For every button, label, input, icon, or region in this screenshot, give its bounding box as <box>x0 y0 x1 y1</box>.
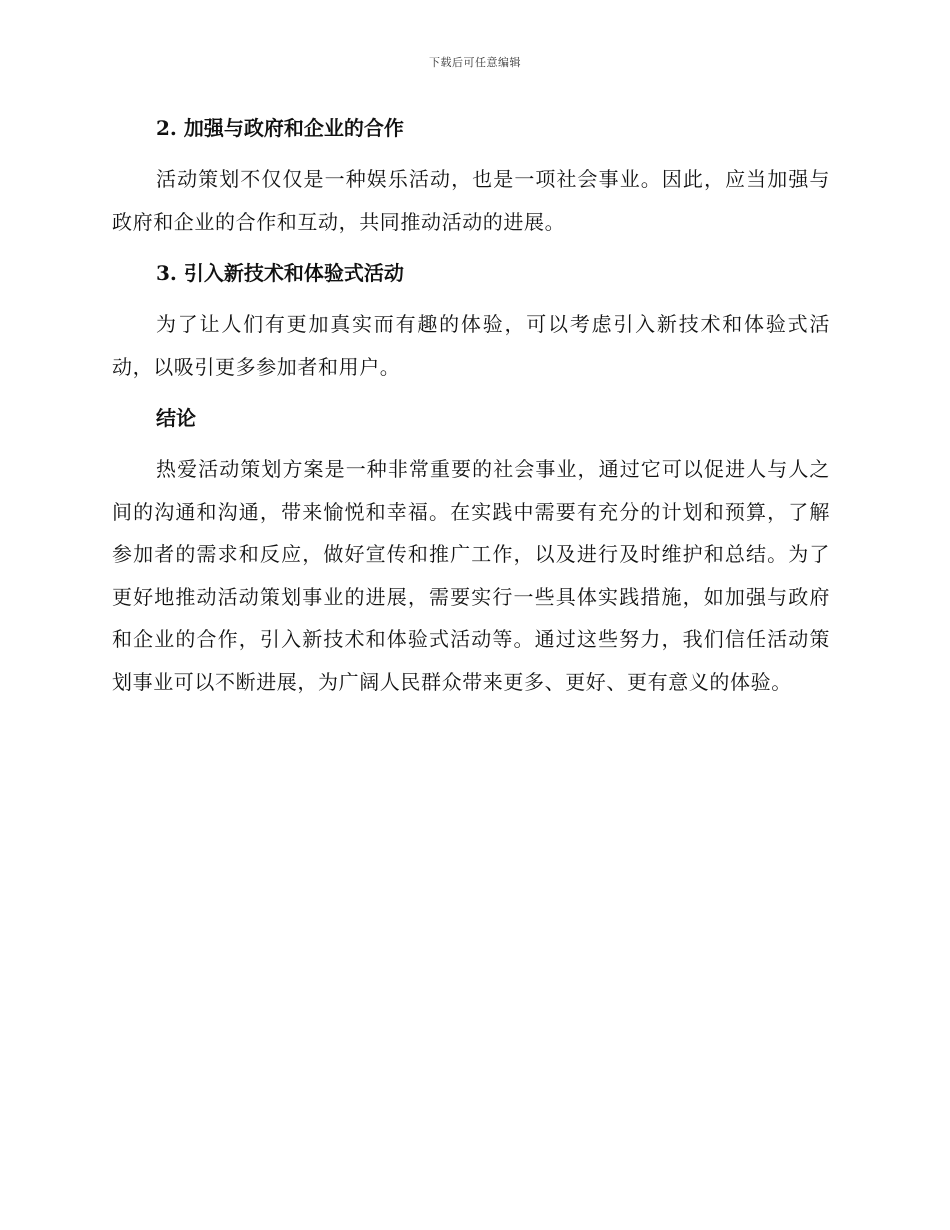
section-government-cooperation <box>112 108 830 243</box>
section-heading: 3. 引入新技术和体验式活动 <box>156 261 404 285</box>
section-new-technology <box>112 253 830 388</box>
section-heading: 2. 加强与政府和企业的合作 <box>156 116 404 140</box>
page-header: 下载后可任意编辑 <box>429 56 521 69</box>
document-body <box>112 108 830 713</box>
section-conclusion <box>112 398 830 703</box>
section-heading: 结论 <box>156 406 196 430</box>
section-paragraph: 活动策划不仅仅是一种娱乐活动，也是一项社会事业。因此，应当加强与政府和企业的合作和互动，共同推动活动的进展。 <box>112 167 830 234</box>
section-paragraph: 热爱活动策划方案是一种非常重要的社会事业，通过它可以促进人与人之间的沟通和沟通，带来愉悦和幸福。在实践中需要有充分的计划和预算，了解参加者的需求和反应，做好宣传和推广工作，以及进行及时维护和总结。为了更好地推动活动策划事业的进展，需要实行一些具体实践措施，如加强与政府和企业的合作，引入新技术和体验式活动等。通过这些努力，我们信任活动策划事业可以不断进展，为广阔人民群众带来更多、更好、更有意义的体验。 <box>112 457 830 694</box>
section-paragraph: 为了让人们有更加真实而有趣的体验，可以考虑引入新技术和体验式活动，以吸引更多参加者和用户。 <box>112 312 830 379</box>
